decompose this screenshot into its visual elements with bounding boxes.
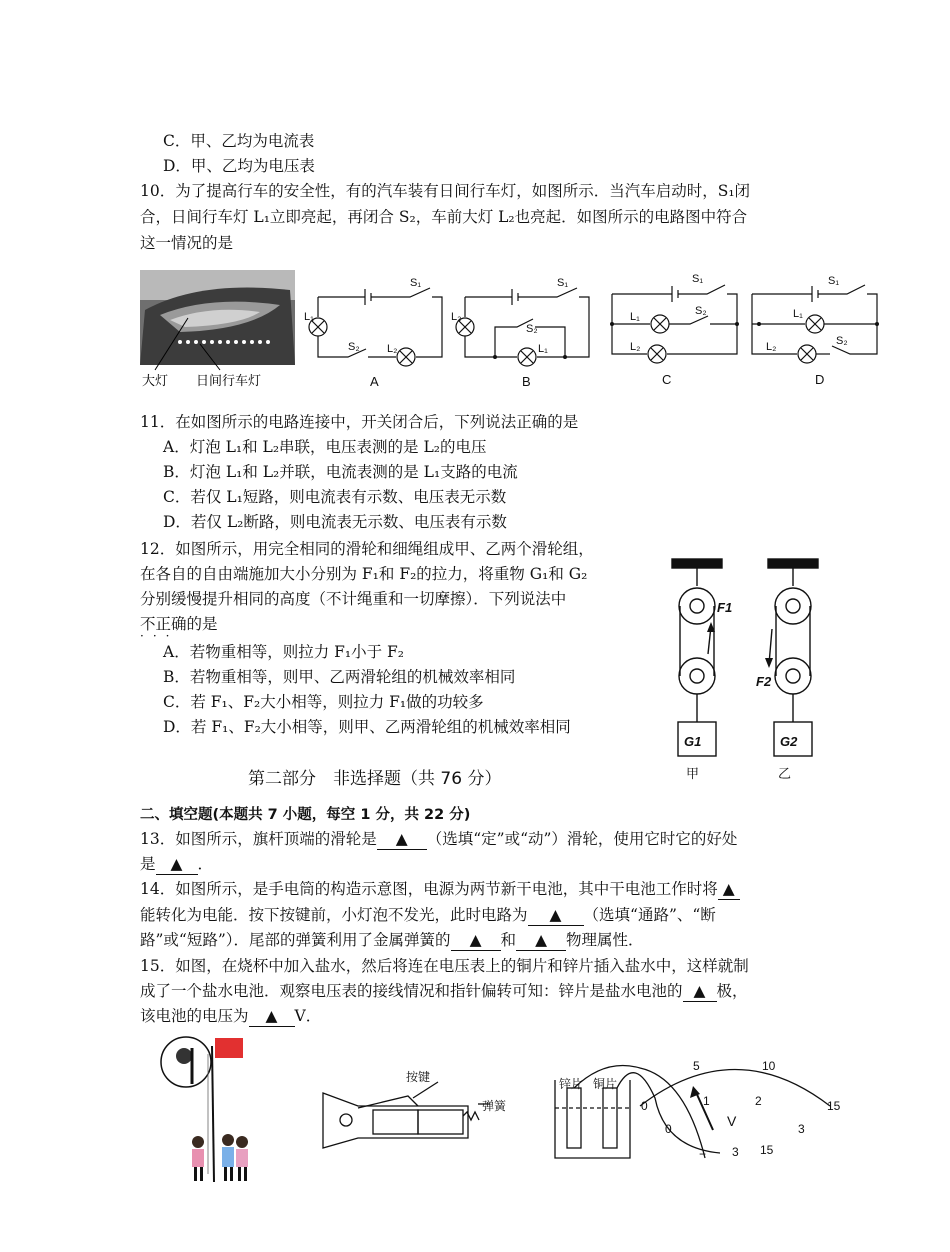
q15-line3: 该电池的电压为 ▲ V．: [140, 1007, 322, 1025]
children-icon: [192, 1134, 248, 1181]
q14-blank-3: ▲: [451, 930, 501, 951]
car-headlight-photo: [140, 270, 298, 392]
label-zinc: 锌片: [559, 1077, 584, 1091]
label-jia: 甲: [686, 766, 700, 781]
q12-option-c: C．若 F₁、F₂大小相等，则拉力 F₁做的功较多: [163, 693, 484, 711]
terminal-15: 15: [760, 1143, 774, 1157]
q14-line1: 14．如图所示，是手电筒的构造示意图，电源为两节新干电池，其中干电池工作时将 ▲: [140, 879, 740, 900]
svg-text:S₂: S₂: [348, 341, 360, 353]
q10-circuit-diagrams: [300, 272, 890, 394]
outer-tick-0: 0: [641, 1099, 648, 1113]
q9-option-c: C．甲、乙均为电流表: [163, 132, 315, 150]
svg-text:S₁: S₁: [557, 277, 569, 289]
svg-text:L₁: L₁: [793, 308, 803, 320]
outer-tick-15: 15: [827, 1099, 841, 1113]
salt-battery-voltmeter-figure: [545, 1058, 845, 1170]
circuit-label-a: A: [370, 374, 379, 389]
q12-stem-line3: 分别缓慢提升相同的高度（不计绳重和一切摩擦）．下列说法中: [140, 590, 567, 608]
svg-text:L₂: L₂: [387, 343, 398, 355]
q11-option-a: A．灯泡 L₁和 L₂串联，电压表测的是 L₂的电压: [163, 438, 487, 456]
q15-line2: 成了一个盐水电池．观察电压表的接线情况和指针偏转可知：锌片是盐水电池的 ▲ 极，: [140, 982, 748, 1000]
flashlight-figure: [318, 1068, 518, 1152]
label-key: 按键: [406, 1070, 431, 1084]
flagpole-figure: [158, 1034, 270, 1194]
terminal-3: 3: [732, 1145, 739, 1159]
q11-option-c: C．若仅 L₁短路，则电流表有示数、电压表无示数: [163, 488, 507, 506]
svg-text:S₂: S₂: [695, 305, 707, 317]
svg-text:L₁: L₁: [304, 311, 314, 323]
emphasis-dots: ···: [140, 629, 179, 643]
q12-option-a: A．若物重相等，则拉力 F₁小于 F₂: [163, 643, 404, 661]
label-spring: 弹簧: [482, 1099, 507, 1113]
svg-text:L₂: L₂: [630, 341, 641, 353]
label-day-light: 日间行车灯: [196, 373, 262, 388]
q14-blank-2: ▲: [528, 905, 584, 926]
q13-line2: 是 ▲ ．: [140, 855, 214, 873]
label-f1: F1: [717, 600, 733, 615]
q10-stem-line2: 合，日间行车灯 L₁立即亮起，再闭合 S₂，车前大灯 L₂也亮起．如图所示的电路图中符合: [140, 208, 748, 226]
circuit-label-c: C: [662, 372, 672, 387]
circuit-a: [309, 288, 442, 366]
q12-stem-line4: 不正确的是: [140, 615, 218, 633]
svg-text:S₁: S₁: [692, 273, 704, 285]
terminal-neg: −: [699, 1147, 707, 1161]
label-g1: G1: [684, 734, 702, 749]
q13-line1: 13．如图所示，旗杆顶端的滑轮是 ▲ （选填“定”或“动”）滑轮，使用它时它的好处: [140, 830, 738, 848]
svg-text:S₁: S₁: [828, 275, 840, 287]
q10-stem-line1: 10．为了提高行车的安全性，有的汽车装有日间行车灯，如图所示．当汽车启动时，S₁闭: [140, 182, 751, 200]
q11-stem: 11．在如图所示的电路连接中，开关闭合后，下列说法正确的是: [140, 413, 579, 431]
q15-blank-1: ▲: [683, 981, 717, 1002]
meter-unit: V: [727, 1113, 737, 1129]
pulley-systems-figure: [660, 554, 830, 786]
q14-line2: 能转化为电能．按下按键前，小灯泡不发光，此时电路为 ▲ （选填“通路”、“断: [140, 906, 716, 924]
part2-title: 第二部分 非选择题（共 76 分）: [248, 769, 502, 789]
svg-text:L₂: L₂: [451, 311, 462, 323]
q14-blank-4: ▲: [516, 930, 566, 951]
inner-tick-0: 0: [665, 1122, 672, 1136]
svg-text:S₂: S₂: [836, 335, 848, 347]
q14-blank-1: ▲: [718, 879, 740, 900]
q15-line1: 15．如图，在烧杯中加入盐水，然后将连在电压表上的铜片和锌片插入盐水中，这样就制: [140, 957, 749, 975]
q14-line3: 路”或“短路”）．尾部的弹簧利用了金属弹簧的 ▲ 和 ▲ 物理属性．: [140, 931, 644, 949]
svg-text:S₂: S₂: [526, 323, 538, 335]
inner-tick-1: 1: [703, 1094, 710, 1108]
inner-tick-2: 2: [755, 1094, 762, 1108]
svg-text:L₂: L₂: [766, 341, 777, 353]
inner-tick-3: 3: [798, 1122, 805, 1136]
outer-tick-10: 10: [762, 1059, 776, 1073]
q12-option-d: D．若 F₁、F₂大小相等，则甲、乙两滑轮组的机械效率相同: [163, 718, 571, 736]
circuit-label-b: B: [522, 374, 531, 389]
label-big-light: 大灯: [142, 373, 169, 388]
circuit-b: [456, 288, 589, 366]
q15-blank-2: ▲: [249, 1006, 295, 1027]
label-copper: 铜片: [593, 1077, 618, 1091]
q11-option-b: B．灯泡 L₁和 L₂并联，电流表测的是 L₁支路的电流: [163, 463, 518, 481]
q9-option-d: D．甲、乙均为电压表: [163, 157, 315, 175]
svg-text:S₁: S₁: [410, 277, 422, 289]
svg-text:L₁: L₁: [538, 343, 548, 355]
circuit-label-d: D: [815, 372, 825, 387]
outer-tick-5: 5: [693, 1059, 700, 1073]
q12-option-b: B．若物重相等，则甲、乙两滑轮组的机械效率相同: [163, 668, 516, 686]
q13-blank-1: ▲: [377, 829, 427, 850]
q12-stem-line2: 在各自的自由端施加大小分别为 F₁和 F₂的拉力，将重物 G₁和 G₂: [140, 565, 588, 583]
fill-blank-heading: 二、填空题(本题共 7 小题，每空 1 分，共 22 分): [140, 807, 471, 823]
q11-option-d: D．若仅 L₂断路，则电流表无示数、电压表有示数: [163, 513, 507, 531]
q12-stem-line1: 12．如图所示，用完全相同的滑轮和细绳组成甲、乙两个滑轮组，: [140, 540, 594, 558]
label-yi: 乙: [778, 766, 792, 781]
q10-stem-line3: 这一情况的是: [140, 234, 234, 252]
q13-blank-2: ▲: [156, 854, 198, 875]
svg-text:L₁: L₁: [630, 311, 640, 323]
label-g2: G2: [780, 734, 798, 749]
label-f2: F2: [756, 674, 772, 689]
